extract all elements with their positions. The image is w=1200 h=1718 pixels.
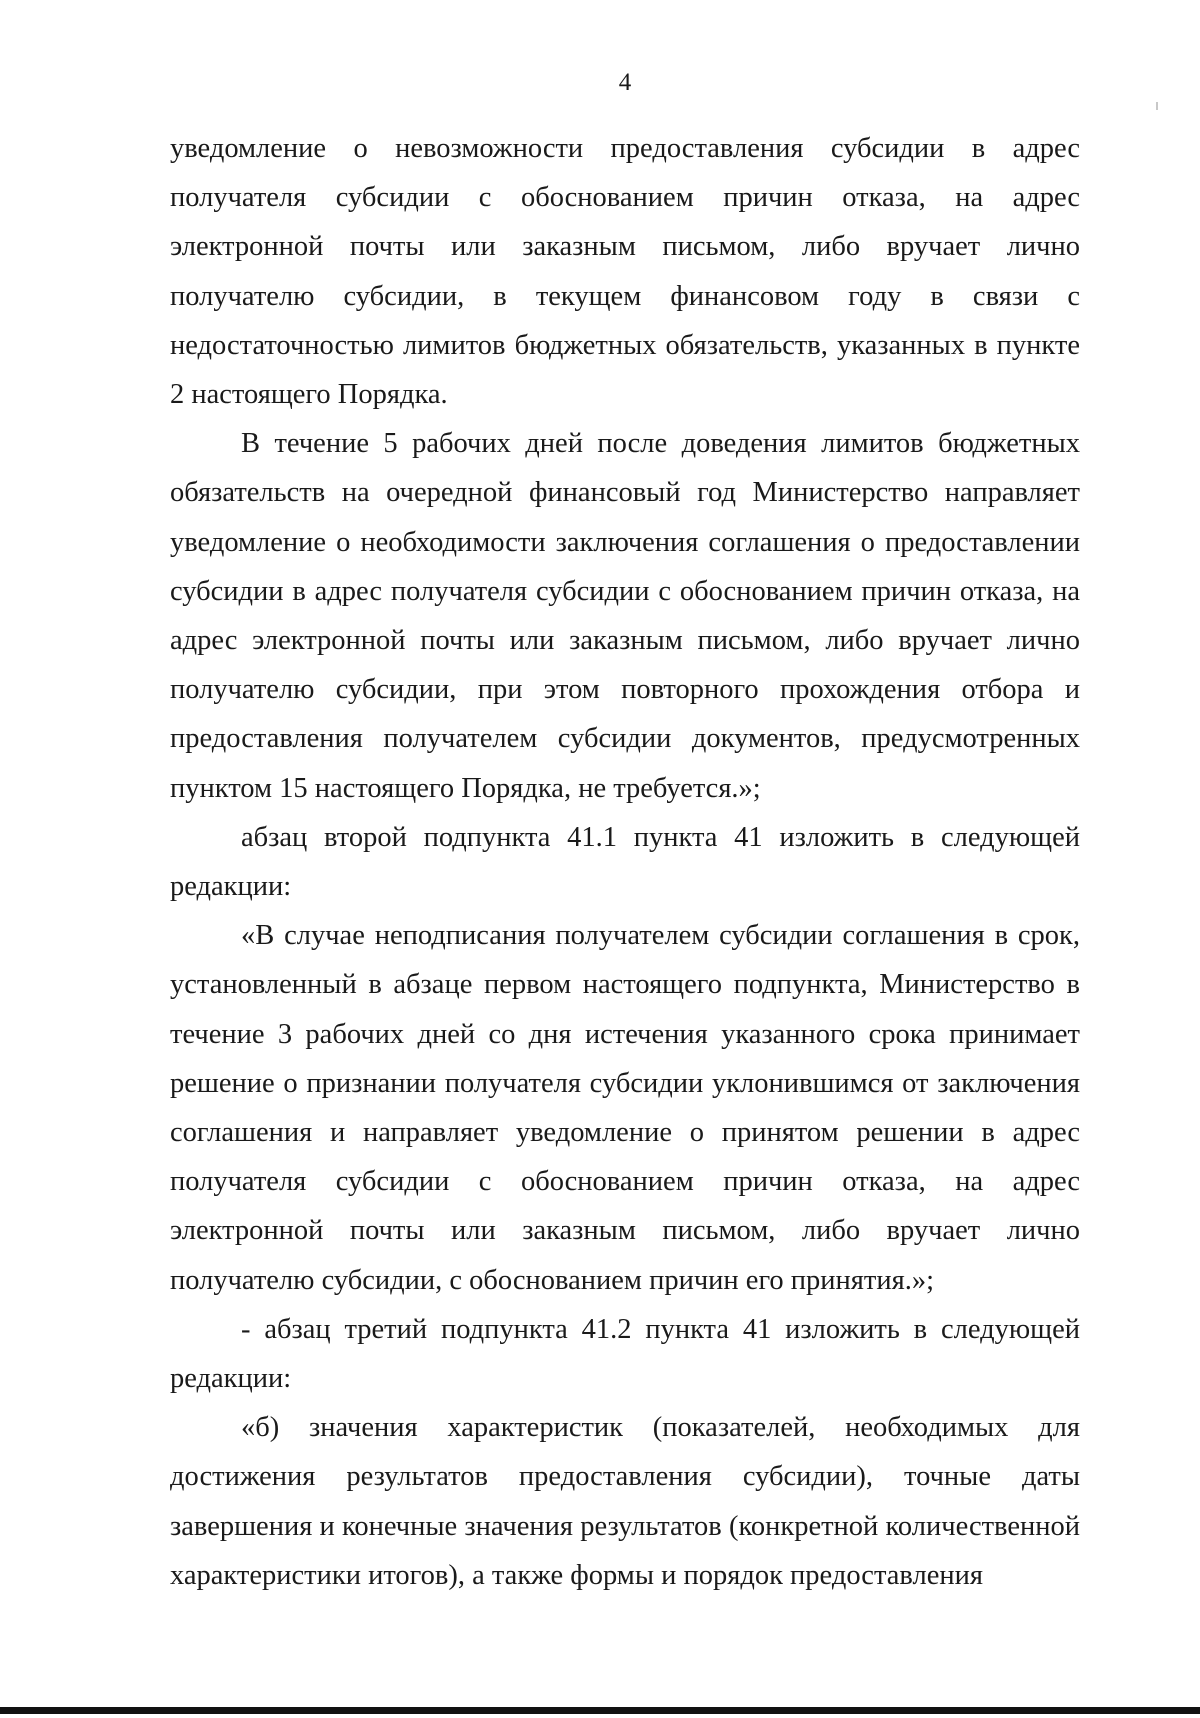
document-body <box>170 124 1080 1600</box>
page-number: 4 <box>618 69 632 96</box>
scan-edge-mark <box>1156 102 1158 110</box>
paragraph-6: «б) значения характеристик (показателей, необходимых для достижения результатов предоставления субсидии), точные даты завершения и конечные значения результатов (конкретной количественной характеристики итогов), а также формы и порядок предоставления <box>170 1412 1080 1591</box>
paragraph-4: «В случае неподписания получателем субсидии соглашения в срок, установленный в абзаце первом настоящего подпункта, Министерство в течение 3 рабочих дней со дня истечения указанного срока принимает решение о признании получателя субсидии уклонившимся от заключения соглашения и направляет уведомление о принятом решении в адрес получателя субсидии с обоснованием причин отказа, на адрес электронной почты или заказным письмом, либо вручает лично получателю субсидии, с обоснованием причин его принятия.»; <box>170 920 1080 1296</box>
paragraph-3: абзац второй подпункта 41.1 пункта 41 изложить в следующей редакции: <box>170 821 1080 903</box>
scan-bottom-border <box>0 1707 1200 1714</box>
paragraph-5: - абзац третий подпункта 41.2 пункта 41 изложить в следующей редакции: <box>170 1313 1080 1395</box>
paragraph-2: В течение 5 рабочих дней после доведения лимитов бюджетных обязательств на очередной финансовый год Министерство направляет уведомление о необходимости заключения соглашения о предоставлении субсидии в адрес получателя субсидии с обоснованием причин отказа, на адрес электронной почты или заказным письмом, либо вручает лично получателю субсидии, при этом повторного прохождения отбора и предоставления получателем субсидии документов, предусмотренных пунктом 15 настоящего Порядка, не требуется.»; <box>170 428 1080 804</box>
paragraph-1: уведомление о невозможности предоставления субсидии в адрес получателя субсидии с обоснованием причин отказа, на адрес электронной почты или заказным письмом, либо вручает лично получателю субсидии, в текущем финансовом году в связи с недостаточностью лимитов бюджетных обязательств, указанных в пункте 2 настоящего Порядка. <box>170 133 1080 411</box>
